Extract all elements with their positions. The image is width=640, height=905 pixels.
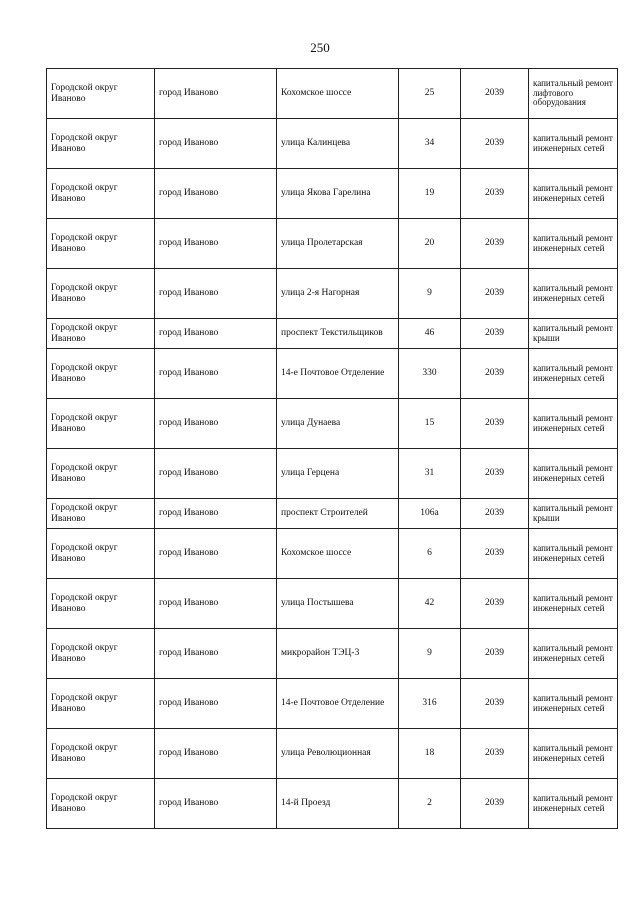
- district-cell: Городской округ Иваново: [47, 449, 155, 499]
- city-cell: город Иваново: [155, 729, 277, 779]
- district-cell: Городской округ Иваново: [47, 579, 155, 629]
- district-cell: Городской округ Иваново: [47, 349, 155, 399]
- year-cell: 2039: [461, 729, 529, 779]
- table-row: [47, 219, 618, 269]
- street-cell: улица Пролетарская: [277, 219, 399, 269]
- city-cell: город Иваново: [155, 629, 277, 679]
- work-type-cell: капитальный ремонт инженерных сетей: [529, 349, 618, 399]
- house-number-cell: 34: [399, 119, 461, 169]
- street-cell: проспект Текстильщиков: [277, 319, 399, 349]
- city-cell: город Иваново: [155, 679, 277, 729]
- district-cell: Городской округ Иваново: [47, 219, 155, 269]
- house-number-cell: 46: [399, 319, 461, 349]
- city-cell: город Иваново: [155, 449, 277, 499]
- table-body: [47, 69, 618, 829]
- year-cell: 2039: [461, 169, 529, 219]
- work-type-cell: капитальный ремонт крыши: [529, 319, 618, 349]
- city-cell: город Иваново: [155, 349, 277, 399]
- work-type-cell: капитальный ремонт инженерных сетей: [529, 629, 618, 679]
- work-type-cell: капитальный ремонт инженерных сетей: [529, 679, 618, 729]
- street-cell: Кохомское шоссе: [277, 69, 399, 119]
- district-cell: Городской округ Иваново: [47, 319, 155, 349]
- house-number-cell: 15: [399, 399, 461, 449]
- year-cell: 2039: [461, 399, 529, 449]
- district-cell: Городской округ Иваново: [47, 399, 155, 449]
- table-row: [47, 779, 618, 829]
- table-row: [47, 449, 618, 499]
- work-type-cell: капитальный ремонт инженерных сетей: [529, 269, 618, 319]
- work-type-cell: капитальный ремонт инженерных сетей: [529, 779, 618, 829]
- table-row: [47, 399, 618, 449]
- year-cell: 2039: [461, 119, 529, 169]
- street-cell: улица Дунаева: [277, 399, 399, 449]
- district-cell: Городской округ Иваново: [47, 729, 155, 779]
- street-cell: улица Герцена: [277, 449, 399, 499]
- house-number-cell: 31: [399, 449, 461, 499]
- street-cell: улица Революционная: [277, 729, 399, 779]
- work-type-cell: капитальный ремонт инженерных сетей: [529, 219, 618, 269]
- street-cell: улица 2-я Нагорная: [277, 269, 399, 319]
- year-cell: 2039: [461, 349, 529, 399]
- year-cell: 2039: [461, 69, 529, 119]
- repair-schedule-table: [46, 68, 618, 829]
- district-cell: Городской округ Иваново: [47, 69, 155, 119]
- table-row: [47, 69, 618, 119]
- city-cell: город Иваново: [155, 399, 277, 449]
- table-row: [47, 679, 618, 729]
- table-row: [47, 169, 618, 219]
- year-cell: 2039: [461, 529, 529, 579]
- work-type-cell: капитальный ремонт крыши: [529, 499, 618, 529]
- city-cell: город Иваново: [155, 319, 277, 349]
- house-number-cell: 2: [399, 779, 461, 829]
- house-number-cell: 9: [399, 269, 461, 319]
- house-number-cell: 25: [399, 69, 461, 119]
- house-number-cell: 316: [399, 679, 461, 729]
- city-cell: город Иваново: [155, 529, 277, 579]
- house-number-cell: 106а: [399, 499, 461, 529]
- city-cell: город Иваново: [155, 169, 277, 219]
- street-cell: Кохомское шоссе: [277, 529, 399, 579]
- house-number-cell: 18: [399, 729, 461, 779]
- city-cell: город Иваново: [155, 69, 277, 119]
- street-cell: микрорайон ТЭЦ-3: [277, 629, 399, 679]
- year-cell: 2039: [461, 319, 529, 349]
- district-cell: Городской округ Иваново: [47, 779, 155, 829]
- work-type-cell: капитальный ремонт инженерных сетей: [529, 119, 618, 169]
- table-row: [47, 349, 618, 399]
- district-cell: Городской округ Иваново: [47, 269, 155, 319]
- city-cell: город Иваново: [155, 269, 277, 319]
- table-row: [47, 529, 618, 579]
- street-cell: улица Калинцева: [277, 119, 399, 169]
- work-type-cell: капитальный ремонт инженерных сетей: [529, 529, 618, 579]
- work-type-cell: капитальный ремонт инженерных сетей: [529, 729, 618, 779]
- year-cell: 2039: [461, 579, 529, 629]
- city-cell: город Иваново: [155, 119, 277, 169]
- district-cell: Городской округ Иваново: [47, 679, 155, 729]
- district-cell: Городской округ Иваново: [47, 629, 155, 679]
- table-row: [47, 629, 618, 679]
- year-cell: 2039: [461, 629, 529, 679]
- house-number-cell: 42: [399, 579, 461, 629]
- house-number-cell: 330: [399, 349, 461, 399]
- table-row: [47, 269, 618, 319]
- work-type-cell: капитальный ремонт инженерных сетей: [529, 579, 618, 629]
- district-cell: Городской округ Иваново: [47, 119, 155, 169]
- district-cell: Городской округ Иваново: [47, 499, 155, 529]
- district-cell: Городской округ Иваново: [47, 169, 155, 219]
- work-type-cell: капитальный ремонт инженерных сетей: [529, 169, 618, 219]
- city-cell: город Иваново: [155, 499, 277, 529]
- city-cell: город Иваново: [155, 219, 277, 269]
- year-cell: 2039: [461, 269, 529, 319]
- year-cell: 2039: [461, 779, 529, 829]
- district-cell: Городской округ Иваново: [47, 529, 155, 579]
- work-type-cell: капитальный ремонт лифтового оборудования: [529, 69, 618, 119]
- year-cell: 2039: [461, 219, 529, 269]
- table-row: [47, 499, 618, 529]
- house-number-cell: 20: [399, 219, 461, 269]
- year-cell: 2039: [461, 679, 529, 729]
- house-number-cell: 9: [399, 629, 461, 679]
- street-cell: 14-й Проезд: [277, 779, 399, 829]
- table-row: [47, 729, 618, 779]
- page-number: 250: [310, 40, 330, 55]
- street-cell: проспект Строителей: [277, 499, 399, 529]
- house-number-cell: 19: [399, 169, 461, 219]
- house-number-cell: 6: [399, 529, 461, 579]
- table-row: [47, 319, 618, 349]
- city-cell: город Иваново: [155, 779, 277, 829]
- street-cell: 14-е Почтовое Отделение: [277, 349, 399, 399]
- work-type-cell: капитальный ремонт инженерных сетей: [529, 449, 618, 499]
- table-row: [47, 579, 618, 629]
- city-cell: город Иваново: [155, 579, 277, 629]
- year-cell: 2039: [461, 499, 529, 529]
- year-cell: 2039: [461, 449, 529, 499]
- street-cell: улица Постышева: [277, 579, 399, 629]
- work-type-cell: капитальный ремонт инженерных сетей: [529, 399, 618, 449]
- street-cell: 14-е Почтовое Отделение: [277, 679, 399, 729]
- street-cell: улица Якова Гарелина: [277, 169, 399, 219]
- table-row: [47, 119, 618, 169]
